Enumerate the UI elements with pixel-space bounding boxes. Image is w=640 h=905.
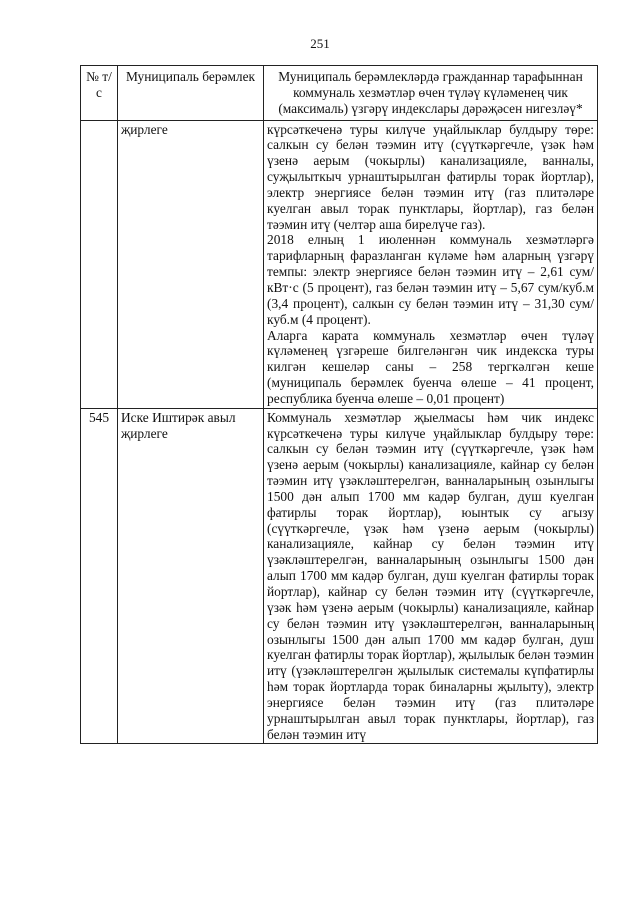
basis-paragraph: Коммуналь хезмәтләр җыелмасы һәм чик индекс күрсәткеченә туры килүче уңайлыклар булдыру төре: салкын су белән тәэмин итү (сүүткәргечле, үзәк һәм үзенә аерым (чокырлы) канализацияле, кайнар су белән тәэмин итү үзәкләштерелгән, ванналарының озынлыгы 1500 дән алып 1700 мм кадәр булган, душ куелган фатирлы торак йортлар), юынтык су агызу (сүүткәргечле, үзәк һәм үзенә аерым (чокырлы) канализацияле, кайнар су белән тәэмин итү үзәкләштерелгән, ванналарының озынлыгы 1500 дән алып 1700 мм кадәр булган, душ куелган фатирлы торак йортлар), кайнар су белән тәэмин итү (сүүткәргечле, үзәк һәм үзенә аерым (чокырлы) канализацияле, кайнар су белән тәэмин итү үзәкләштерелгән, ванналарының озынлыгы 1500 дән алып 1700 мм кадәр булган, душ куелган фатирлы торак йортлар), җылылык белән тәэмин итү (үзәкләштерелгән җылылык системалы күпфатирлы һәм торак йортларда торак биналарны җылыту), электр энергиясе белән тәэмин итү (газ плитәләре урнаштырылган авыл торак пунктлары, йортлар), газ белән тәэмин итү [267, 409, 594, 742]
table-row [81, 120, 598, 408]
table-header-row [81, 66, 598, 121]
row-basis [264, 120, 598, 408]
basis-paragraph: 2018 елның 1 июленнән коммуналь хезмәтләргә тарифларның фаразланган күләме һәм аларның үзгәрү темпы: электр энергиясе белән тәэмин итү – 2,61 сум/кВт·с (5 процент), газ белән тәэмин итү – 5,67 сум/куб.м (3,4 процент), салкын су белән тәэмин итү – 31,30 сум/куб.м (4 процент). [267, 232, 594, 327]
row-number: 545 [81, 408, 118, 744]
basis-paragraph: күрсәткеченә туры килүче уңайлыклар булдыру төре: салкын су белән тәэмин итү (сүүткәргечле, үзәк һәм үзенә аерым (чокырлы) канализацияле, ванналы, суҗылыткыч урнаштырылган фатирлы торак йортлар), электр энергиясе белән тәэмин итү (газ плитәләре куелган авыл торак пунктлары, йортлар), газ белән тәэмин итү (челтәр аша бирелүче газ). [267, 121, 594, 232]
header-number: № т/с [81, 66, 118, 121]
page-number: 251 [310, 36, 330, 51]
header-municipality: Муниципаль берәмлек [118, 66, 264, 121]
row-basis [264, 408, 598, 744]
header-basis: Муниципаль берәмлекләрдә гражданнар тарафыннан коммуналь хезмәтләр өчен түләү күләменең чик (максималь) үзгәрү индекслары дәрәҗәсен нигезләү* [264, 66, 598, 121]
basis-paragraph: Аларга карата коммуналь хезмәтләр өчен түләү күләменең үзгәреше билгеләнгән чик индекска туры килгән кешеләр саны – 258 тергкәлгән кеше (муниципаль берәмлек буенча өлеше – 41 процент, республика буенча өлеше – 0,01 процент) [267, 327, 594, 406]
row-number [81, 120, 118, 408]
tariff-index-table [80, 65, 598, 744]
row-municipality: җирлеге [118, 120, 264, 408]
table-row [81, 408, 598, 744]
row-municipality: Иске Иштирәк авыл җирлеге [118, 408, 264, 744]
